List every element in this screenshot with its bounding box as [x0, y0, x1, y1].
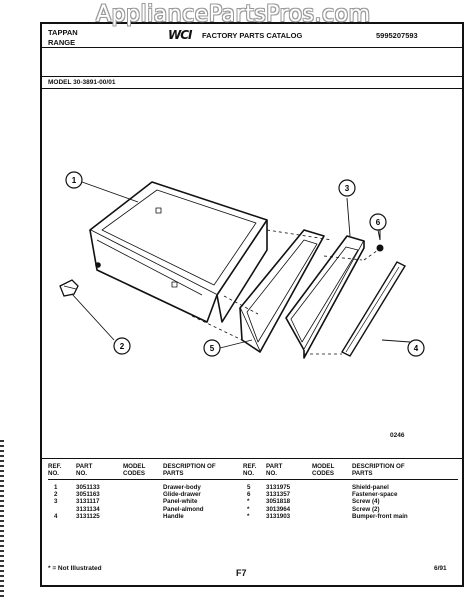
brand-line-1: TAPPAN	[48, 28, 78, 37]
header-ref-left: REF. NO.	[48, 463, 62, 477]
fastener-spacer-drawing	[377, 230, 383, 251]
callout-1	[66, 172, 82, 188]
description: Handle	[163, 512, 184, 520]
description: Shield-panel	[352, 484, 389, 491]
header-codes-left: MODEL CODES	[123, 463, 146, 477]
part-no: 3013964	[266, 505, 291, 513]
part-no: 3131357	[266, 491, 291, 499]
handle-drawing	[342, 262, 405, 356]
header-codes-right: MODEL CODES	[312, 463, 335, 477]
not-illustrated-note: * = Not Illustrated	[48, 565, 102, 572]
description: Fastener-space	[352, 491, 398, 499]
table-row	[54, 484, 57, 491]
part-no: 3051163	[76, 491, 100, 499]
page-number: F7	[236, 568, 247, 578]
description: Drawer-body	[163, 484, 201, 491]
model-label: MODEL 30-3891-00/01	[48, 79, 116, 86]
glide-drawing	[60, 280, 78, 296]
part-no: 3131134	[76, 505, 100, 513]
brand-block	[48, 28, 78, 48]
callout-2	[114, 338, 130, 354]
callout-3	[339, 180, 355, 196]
header-desc-left: DESCRIPTION OF PARTS	[163, 463, 216, 477]
part-no: 3051818	[266, 498, 291, 506]
drawer-body-drawing	[90, 182, 267, 322]
callout-2-label: 2	[119, 342, 125, 351]
catalog-title: FACTORY PARTS CATALOG	[202, 31, 303, 40]
catalog-code: 5995207593	[376, 31, 418, 40]
ref-no: *	[247, 498, 250, 506]
model-rule-top	[42, 76, 462, 77]
figure-number: 0246	[390, 432, 405, 439]
wci-logo: WCI	[168, 28, 192, 42]
callout-4-label: 4	[413, 344, 419, 353]
part-no: 3131125	[76, 512, 100, 520]
ref-no: 2	[54, 491, 58, 499]
watermark: AppliancePartsPros.com	[96, 2, 371, 27]
ref-no: 1	[54, 484, 58, 491]
exploded-parts-diagram	[42, 90, 462, 440]
callout-3-label: 3	[344, 184, 350, 193]
header-desc-right: DESCRIPTION OF PARTS	[352, 463, 405, 477]
callout-5-label: 5	[209, 344, 215, 353]
description: Panel-white	[163, 498, 198, 506]
part-no: 3131117	[76, 498, 100, 506]
ref-no: *	[247, 505, 250, 513]
description: Bumper-front main	[352, 512, 408, 520]
header-part-right: PART NO.	[266, 463, 283, 477]
description: Glide-drawer	[163, 491, 201, 499]
ref-no: 3	[54, 498, 58, 506]
callout-6	[370, 214, 386, 230]
part-no: 3131903	[266, 512, 291, 520]
scan-edge-marks	[0, 440, 4, 600]
ref-no: *	[247, 512, 250, 520]
header-part-left: PART NO.	[76, 463, 93, 477]
callout-1-label: 1	[71, 176, 77, 185]
model-rule-bottom	[42, 88, 462, 89]
brand-line-2: RANGE	[48, 38, 76, 47]
callout-5	[204, 340, 220, 356]
table-header-rule	[48, 479, 458, 480]
header-ref-right: REF. NO.	[243, 463, 257, 477]
ref-no: 6	[247, 491, 251, 499]
callout-4	[408, 340, 424, 356]
table-rule-top	[42, 458, 462, 459]
description: Screw (2)	[352, 505, 380, 513]
part-no: 3131975	[266, 484, 291, 491]
revision-date: 6/91	[434, 565, 447, 572]
ref-no: 4	[54, 512, 58, 520]
description: Screw (4)	[352, 498, 380, 506]
description: Panel-almond	[163, 505, 204, 513]
callout-6-label: 6	[375, 218, 381, 227]
part-no: 3051133	[76, 484, 100, 491]
ref-no: 5	[247, 484, 251, 491]
header-rule	[42, 47, 462, 48]
